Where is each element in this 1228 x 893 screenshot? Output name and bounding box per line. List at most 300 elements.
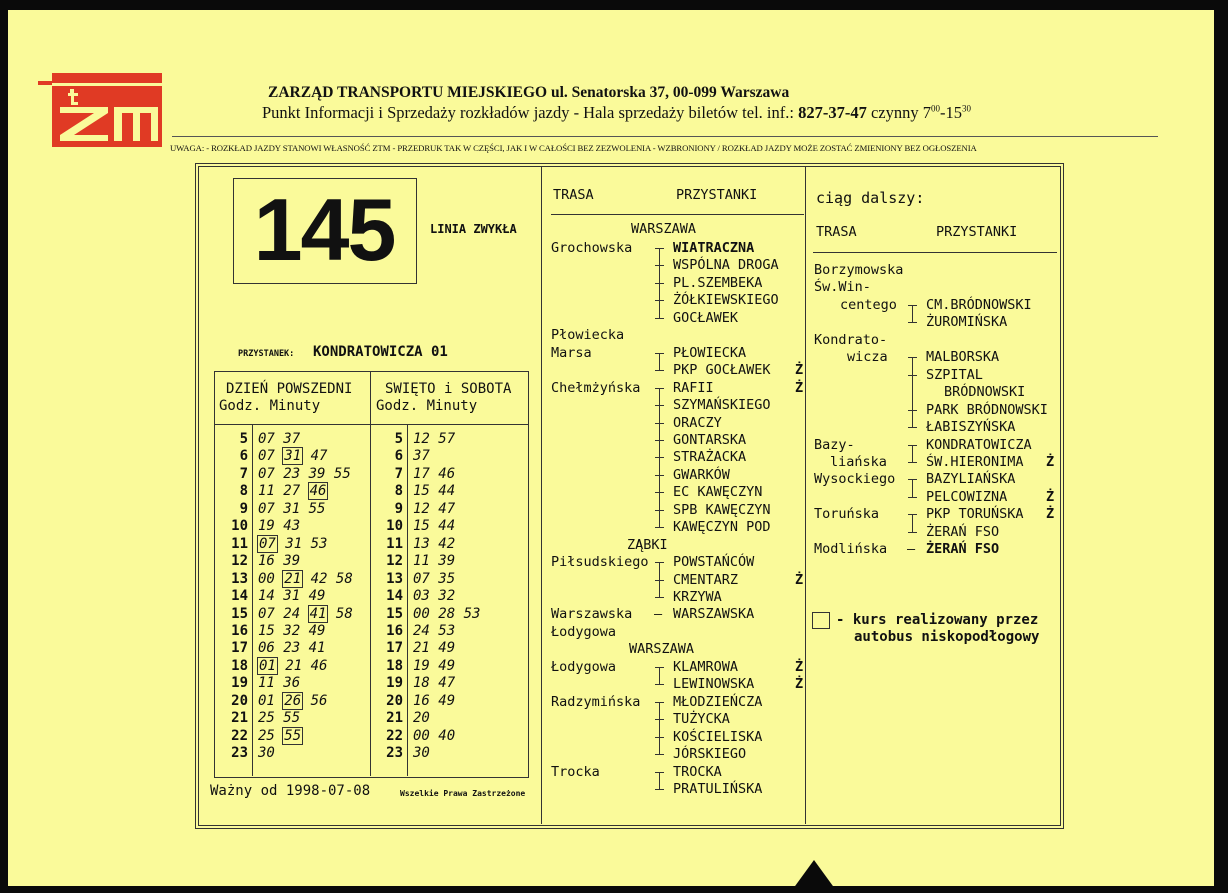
weekday-title: DZIEŃ POWSZEDNI xyxy=(226,381,353,397)
weekday-minute: 49 xyxy=(308,588,326,605)
holiday-hour: 8 xyxy=(394,483,403,500)
weekday-hour: 16 xyxy=(231,622,248,639)
holiday-hour: 17 xyxy=(386,640,403,657)
holiday-minute: 32 xyxy=(438,588,456,605)
bracket-cap xyxy=(908,479,917,480)
holiday-minute-row xyxy=(413,710,480,727)
holiday-minute: 24 xyxy=(413,622,430,639)
weekday-minute: 42 xyxy=(310,570,328,587)
stop-name: PKP GOCŁAWEK xyxy=(673,362,771,379)
weekday-hour: 5 xyxy=(239,431,248,447)
street-name: Grochowska xyxy=(551,240,633,256)
timetable-header-rule xyxy=(214,424,528,425)
holiday-minute: 13 xyxy=(413,535,430,552)
stop-name: SPB KAWĘCZYN xyxy=(673,501,771,518)
request-stop-mark: Ż xyxy=(1046,506,1055,523)
stop-name: JÓRSKIEGO xyxy=(673,746,747,763)
holiday-minute: 00 xyxy=(413,727,430,744)
holiday-minute: 07 xyxy=(413,570,430,587)
holiday-hour: 11 xyxy=(386,535,403,552)
stop-name: RAFII xyxy=(673,379,714,396)
holiday-minute: 15 xyxy=(413,483,430,500)
holiday-hour-rule xyxy=(407,425,408,776)
holiday-hour: 22 xyxy=(386,727,403,744)
weekday-minute-row xyxy=(258,693,353,710)
route-head-trasa: TRASA xyxy=(553,187,594,203)
holiday-minute: 16 xyxy=(413,692,430,709)
holiday-minute: 46 xyxy=(438,465,456,482)
line-type: LINIA ZWYKŁA xyxy=(430,222,517,236)
bracket-tick xyxy=(655,265,664,266)
route-head-rule xyxy=(551,214,804,215)
stop-name: TROCKA xyxy=(673,763,722,780)
weekday-minute-lowfloor: 26 xyxy=(284,692,302,709)
bracket-cap xyxy=(655,527,664,528)
bracket-cap xyxy=(655,667,664,668)
weekday-minute-row xyxy=(258,728,353,745)
weekday-minute: 36 xyxy=(283,675,301,692)
bracket-tick xyxy=(655,492,664,493)
weekday-minute: 43 xyxy=(283,518,301,535)
holiday-minute: 57 xyxy=(438,431,456,447)
weekday-minute-row xyxy=(258,518,353,535)
weekday-minute: 14 xyxy=(258,588,275,605)
weekday-minute: 19 xyxy=(258,518,275,535)
weekday-minute-row xyxy=(258,588,353,605)
bracket-tick xyxy=(655,283,664,284)
bracket-cap xyxy=(908,445,917,446)
weekday-hour: 21 xyxy=(231,710,248,727)
route2-head-rule xyxy=(813,252,1057,253)
holiday-minute-row xyxy=(413,431,480,448)
stop-name: WARSZAWSKA xyxy=(673,606,755,623)
holiday-minutes xyxy=(413,431,480,763)
holiday-minute: 44 xyxy=(438,518,456,535)
bracket-cap xyxy=(655,353,664,354)
weekday-minute: 55 xyxy=(283,710,301,727)
weekday-subtitle: Godz. Minuty xyxy=(219,398,321,414)
weekday-minute-row xyxy=(258,448,353,465)
stop-name: PŁOWIECKA xyxy=(673,344,747,361)
bracket-cap xyxy=(655,562,664,563)
holiday-minute: 30 xyxy=(413,745,430,762)
holiday-minute: 49 xyxy=(438,692,456,709)
weekday-minute: 39 xyxy=(283,553,301,570)
bracket-tick xyxy=(655,580,664,581)
holiday-minute: 53 xyxy=(463,605,481,622)
bracket-tick xyxy=(655,423,664,424)
stop-name: PKP TORUŃSKA xyxy=(926,506,1024,523)
weekday-hour: 19 xyxy=(231,675,248,692)
holiday-minute: 15 xyxy=(413,518,430,535)
weekday-minute-row xyxy=(258,536,353,553)
holiday-minute: 49 xyxy=(438,640,456,657)
column-divider-2 xyxy=(805,166,806,824)
bracket-cap xyxy=(655,597,664,598)
stop-name: TUŻYCKA xyxy=(673,711,730,728)
holiday-minute: 35 xyxy=(438,570,456,587)
weekday-minute-row xyxy=(258,431,353,448)
weekday-hour: 18 xyxy=(231,657,248,674)
bracket-cap xyxy=(908,322,917,323)
bracket-cap xyxy=(655,388,664,389)
weekday-hour: 8 xyxy=(239,483,248,500)
bracket-tick xyxy=(655,300,664,301)
street-name: Marsa xyxy=(551,344,592,361)
bracket-cap xyxy=(908,305,917,306)
street-name: Piłsudskiego xyxy=(551,554,649,571)
street-name: wicza xyxy=(847,349,888,366)
request-stop-mark: Ż xyxy=(795,362,804,379)
weekday-minute-lowfloor: 21 xyxy=(284,570,302,587)
holiday-subtitle: Godz. Minuty xyxy=(376,398,478,414)
bracket-cap xyxy=(655,772,664,773)
stop-name: ŻERAŃ FSO xyxy=(926,541,1000,558)
stop-name: BAZYLIAŃSKA xyxy=(926,471,1016,488)
low-floor-legend-box xyxy=(812,612,830,629)
holiday-minute-row xyxy=(413,658,480,675)
header-phone: 827-37-47 xyxy=(798,103,867,122)
stop-group-bracket xyxy=(659,772,660,789)
weekday-minute-lowfloor: 07 xyxy=(259,535,276,552)
column-divider-1 xyxy=(541,166,542,824)
weekday-minute: 55 xyxy=(333,465,351,482)
holiday-hour: 13 xyxy=(386,570,403,587)
bracket-cap xyxy=(908,514,917,515)
bracket-tick xyxy=(908,410,917,411)
stop-name: PRATULIŃSKA xyxy=(673,780,763,797)
street-name: Łodygowa xyxy=(551,658,617,675)
line-number: 145 xyxy=(253,180,395,279)
weekday-minute: 27 xyxy=(283,483,301,500)
bracket-tick xyxy=(655,510,664,511)
weekday-hour: 23 xyxy=(231,745,248,762)
stop-group-bracket xyxy=(912,479,913,496)
weekday-minute-lowfloor: 01 xyxy=(259,657,276,674)
weekday-minute-row xyxy=(258,745,353,762)
holiday-minute: 03 xyxy=(413,588,430,605)
holiday-hour: 16 xyxy=(386,622,403,639)
weekday-minute: 37 xyxy=(283,431,301,447)
bracket-cap xyxy=(655,248,664,249)
holiday-minute-row xyxy=(413,728,480,745)
bracket-cap xyxy=(655,370,664,371)
stop-name: ŻERAŃ FSO xyxy=(926,523,1000,540)
stop-name: GWARKÓW xyxy=(673,466,730,483)
stop-name: BRÓDNOWSKI xyxy=(944,384,1026,401)
header-authority: ZARZĄD TRANSPORTU MIEJSKIEGO ul. Senatorska 37, 00-099 Warszawa xyxy=(268,84,790,101)
request-stop-mark: Ż xyxy=(795,676,804,693)
city-warszawa-1: WARSZAWA xyxy=(631,221,697,237)
weekday-minute: 49 xyxy=(308,622,326,639)
street-name: Bazy- xyxy=(814,436,855,453)
holiday-minute: 42 xyxy=(438,535,456,552)
holiday-minute-row xyxy=(413,745,480,762)
bracket-tick xyxy=(655,457,664,458)
weekday-minute-lowfloor: 31 xyxy=(284,448,302,465)
low-floor-legend-line1: - kurs realizowany przez xyxy=(836,612,1039,628)
weekday-minute-lowfloor: 46 xyxy=(309,483,327,500)
bracket-cap xyxy=(908,497,917,498)
holiday-minute-row xyxy=(413,623,480,640)
weekday-hour: 20 xyxy=(231,692,248,709)
stop-group-bracket xyxy=(659,353,660,370)
stop-name: ŚW.HIERONIMA xyxy=(926,453,1024,470)
holiday-hour: 6 xyxy=(394,448,403,465)
street-name: Kondrato- xyxy=(814,331,888,348)
weekday-minute: 25 xyxy=(258,727,275,744)
ztm-logo xyxy=(38,73,162,147)
holiday-minute: 12 xyxy=(413,431,430,447)
weekday-hour: 6 xyxy=(239,448,248,465)
continuation-title: ciąg dalszy: xyxy=(816,189,925,207)
bracket-tick xyxy=(655,719,664,720)
holiday-minute: 12 xyxy=(413,500,430,517)
weekday-minute-row xyxy=(258,483,353,500)
stop-name: WIATRACZNA xyxy=(673,240,755,256)
paper-notch xyxy=(790,860,838,893)
weekday-minute: 07 xyxy=(258,605,275,622)
weekday-minute-row xyxy=(258,571,353,588)
stop-name: MALBORSKA xyxy=(926,349,1000,366)
stop-name: ORACZY xyxy=(673,414,722,431)
stop-name: LEWINOWSKA xyxy=(673,676,755,693)
street-name: Płowiecka xyxy=(551,327,625,344)
stop-name: SZPITAL xyxy=(926,366,983,383)
street-name: Warszawska xyxy=(551,606,633,623)
holiday-hour: 9 xyxy=(394,500,403,517)
dash: – xyxy=(654,606,663,623)
street-name: Łodygowa xyxy=(551,623,617,640)
bracket-cap xyxy=(908,427,917,428)
holiday-hour: 14 xyxy=(386,588,403,605)
holiday-minute: 28 xyxy=(438,605,456,622)
bracket-cap xyxy=(655,702,664,703)
weekday-minute: 00 xyxy=(258,570,275,587)
weekday-hour: 17 xyxy=(231,640,248,657)
weekday-minute: 07 xyxy=(258,448,275,465)
weekday-minute: 06 xyxy=(258,640,275,657)
dash: – xyxy=(907,541,916,558)
weekday-hour: 11 xyxy=(231,535,248,552)
route2-head-trasa: TRASA xyxy=(816,224,857,240)
city-warszawa-2: WARSZAWA xyxy=(629,641,695,658)
weekday-minute-row xyxy=(258,553,353,570)
holiday-minute-row xyxy=(413,588,480,605)
weekday-hour: 14 xyxy=(231,588,248,605)
bracket-cap xyxy=(655,789,664,790)
route2-head-stops: PRZYSTANKI xyxy=(936,224,1018,240)
bracket-tick xyxy=(655,405,664,406)
holiday-hour: 10 xyxy=(386,518,403,535)
bracket-tick xyxy=(655,475,664,476)
weekday-minute: 41 xyxy=(308,640,326,657)
weekday-minute: 56 xyxy=(310,692,328,709)
weekday-minute: 31 xyxy=(285,535,303,552)
weekday-minute: 11 xyxy=(258,483,275,500)
stop-name: GOCŁAWEK xyxy=(673,309,739,326)
stop-name: STRAŻACKA xyxy=(673,449,747,466)
weekday-minute: 47 xyxy=(310,448,328,465)
holiday-minute-row xyxy=(413,606,480,623)
holiday-minute: 44 xyxy=(438,483,456,500)
weekday-minute: 39 xyxy=(308,465,326,482)
stop-name: SZYMAŃSKIEGO xyxy=(673,397,771,414)
holiday-minute: 11 xyxy=(413,553,430,570)
stop-name: EC KAWĘCZYN xyxy=(673,484,763,501)
holiday-minute: 40 xyxy=(438,727,456,744)
street-name: Wysockiego xyxy=(814,471,896,488)
weekday-minutes xyxy=(258,431,353,763)
weekday-minute: 23 xyxy=(283,640,301,657)
holiday-hour: 15 xyxy=(386,605,403,622)
stop-name: GONTARSKA xyxy=(673,431,747,448)
stop-name: POWSTAŃCÓW xyxy=(673,554,755,571)
bracket-tick xyxy=(655,440,664,441)
weekday-minute: 55 xyxy=(308,500,326,517)
weekday-minute: 31 xyxy=(283,588,301,605)
holiday-hour: 21 xyxy=(386,710,403,727)
holiday-minute-row xyxy=(413,675,480,692)
holiday-hour: 7 xyxy=(394,465,403,482)
weekday-minute: 01 xyxy=(258,692,275,709)
bracket-tick xyxy=(655,737,664,738)
weekday-hour-rule xyxy=(252,425,253,776)
weekday-hour: 12 xyxy=(231,553,248,570)
weekday-minute: 16 xyxy=(258,553,275,570)
holiday-hour: 23 xyxy=(386,745,403,762)
bracket-cap xyxy=(908,357,917,358)
street-name: Borzymowska xyxy=(814,262,904,278)
stop-group-bracket xyxy=(912,305,913,322)
holiday-minute: 47 xyxy=(438,675,456,692)
bracket-cap xyxy=(908,532,917,533)
weekday-minute: 46 xyxy=(310,657,328,674)
stop-group-bracket xyxy=(912,357,913,427)
valid-from: Ważny od 1998-07-08 xyxy=(210,783,371,799)
holiday-minute-row xyxy=(413,483,480,500)
bracket-cap xyxy=(908,462,917,463)
holiday-minute-row xyxy=(413,501,480,518)
stop-name: CMENTARZ xyxy=(673,571,739,588)
weekday-minute-row xyxy=(258,466,353,483)
weekday-minute: 25 xyxy=(258,710,275,727)
low-floor-legend-line2: autobus niskopodłogowy xyxy=(854,629,1040,645)
stop-name: ŁABISZYŃSKA xyxy=(926,419,1016,436)
weekday-minute: 31 xyxy=(283,500,301,517)
stop-name: MŁODZIEŃCZA xyxy=(673,693,763,710)
street-name: Św.Win- xyxy=(814,279,871,296)
stop-name: KRZYWA xyxy=(673,589,722,605)
holiday-minute: 19 xyxy=(413,657,430,674)
holiday-minute: 00 xyxy=(413,605,430,622)
holiday-minute: 39 xyxy=(438,553,456,570)
weekday-hour: 22 xyxy=(231,727,248,744)
bracket-cap xyxy=(655,684,664,685)
stop-group-bracket xyxy=(912,445,913,462)
stop-group-bracket xyxy=(659,702,660,754)
stop-name: KONDRATOWICZA xyxy=(926,436,1032,453)
weekday-minute: 53 xyxy=(310,535,328,552)
street-name: Radzymińska xyxy=(551,693,641,710)
weekday-minute: 07 xyxy=(258,431,275,447)
request-stop-mark: Ż xyxy=(1046,488,1055,505)
stop-name: KONDRATOWICZA 01 xyxy=(313,344,448,360)
holiday-minute-row xyxy=(413,693,480,710)
stop-name: ŻÓŁKIEWSKIEGO xyxy=(673,292,779,309)
holiday-minute-row xyxy=(413,466,480,483)
weekday-hour: 13 xyxy=(231,570,248,587)
holiday-minute: 18 xyxy=(413,675,430,692)
weekday-minute-row xyxy=(258,606,353,623)
bracket-cap xyxy=(655,754,664,755)
weekday-hour: 10 xyxy=(231,518,248,535)
holiday-minute: 49 xyxy=(438,657,456,674)
weekday-minute-lowfloor: 41 xyxy=(309,605,327,622)
holiday-minute: 21 xyxy=(413,640,430,657)
holiday-minute-row xyxy=(413,571,480,588)
holiday-hour: 19 xyxy=(386,675,403,692)
weekday-minute: 07 xyxy=(258,500,275,517)
weekday-minute-row xyxy=(258,658,353,675)
holiday-hour: 18 xyxy=(386,657,403,674)
weekday-minute-row xyxy=(258,640,353,657)
request-stop-mark: Ż xyxy=(1046,453,1055,470)
holiday-hour: 5 xyxy=(394,431,403,447)
weekday-hour: 15 xyxy=(231,605,248,622)
weekday-minute-row xyxy=(258,623,353,640)
weekday-minute: 58 xyxy=(335,605,353,622)
request-stop-mark: Ż xyxy=(795,658,804,675)
street-name: liańska xyxy=(830,453,887,470)
holiday-minute-row xyxy=(413,553,480,570)
holiday-title: SWIĘTO i SOBOTA xyxy=(385,381,512,397)
weekday-minute: 21 xyxy=(285,657,303,674)
holiday-minute-row xyxy=(413,448,480,465)
city-zabki: ZĄBKI xyxy=(627,536,668,553)
stop-name: PELCOWIZNA xyxy=(926,488,1008,505)
route-head-stops: PRZYSTANKI xyxy=(676,187,758,203)
stop-name: PL.SZEMBEKA xyxy=(673,274,763,291)
weekday-minute: 32 xyxy=(283,622,301,639)
weekday-minute: 23 xyxy=(283,465,301,482)
holiday-hour: 20 xyxy=(386,692,403,709)
logo-m-glyph xyxy=(114,107,158,141)
request-stop-mark: Ż xyxy=(795,571,804,588)
weekday-minute: 15 xyxy=(258,622,275,639)
holiday-minute-row xyxy=(413,640,480,657)
bracket-tick xyxy=(908,375,917,376)
street-name: Modlińska xyxy=(814,541,888,558)
stop-name: ŻUROMIŃSKA xyxy=(926,314,1008,331)
holiday-hours xyxy=(375,431,403,763)
stop-name: WSPÓLNA DROGA xyxy=(673,257,779,274)
weekday-minute: 58 xyxy=(335,570,353,587)
timetable-divider xyxy=(370,371,371,776)
street-name: Toruńska xyxy=(814,506,880,523)
holiday-minute: 47 xyxy=(438,500,456,517)
holiday-minute: 53 xyxy=(438,622,456,639)
stop-name: CM.BRÓDNOWSKI xyxy=(926,296,1032,313)
holiday-minute: 17 xyxy=(413,465,430,482)
street-name: Chełmżyńska xyxy=(551,379,641,396)
weekday-hour: 9 xyxy=(239,500,248,517)
weekday-minute: 07 xyxy=(258,465,275,482)
weekday-hour: 7 xyxy=(239,465,248,482)
holiday-minute-row xyxy=(413,518,480,535)
weekday-hours xyxy=(220,431,248,763)
weekday-minute-lowfloor: 55 xyxy=(284,727,302,744)
